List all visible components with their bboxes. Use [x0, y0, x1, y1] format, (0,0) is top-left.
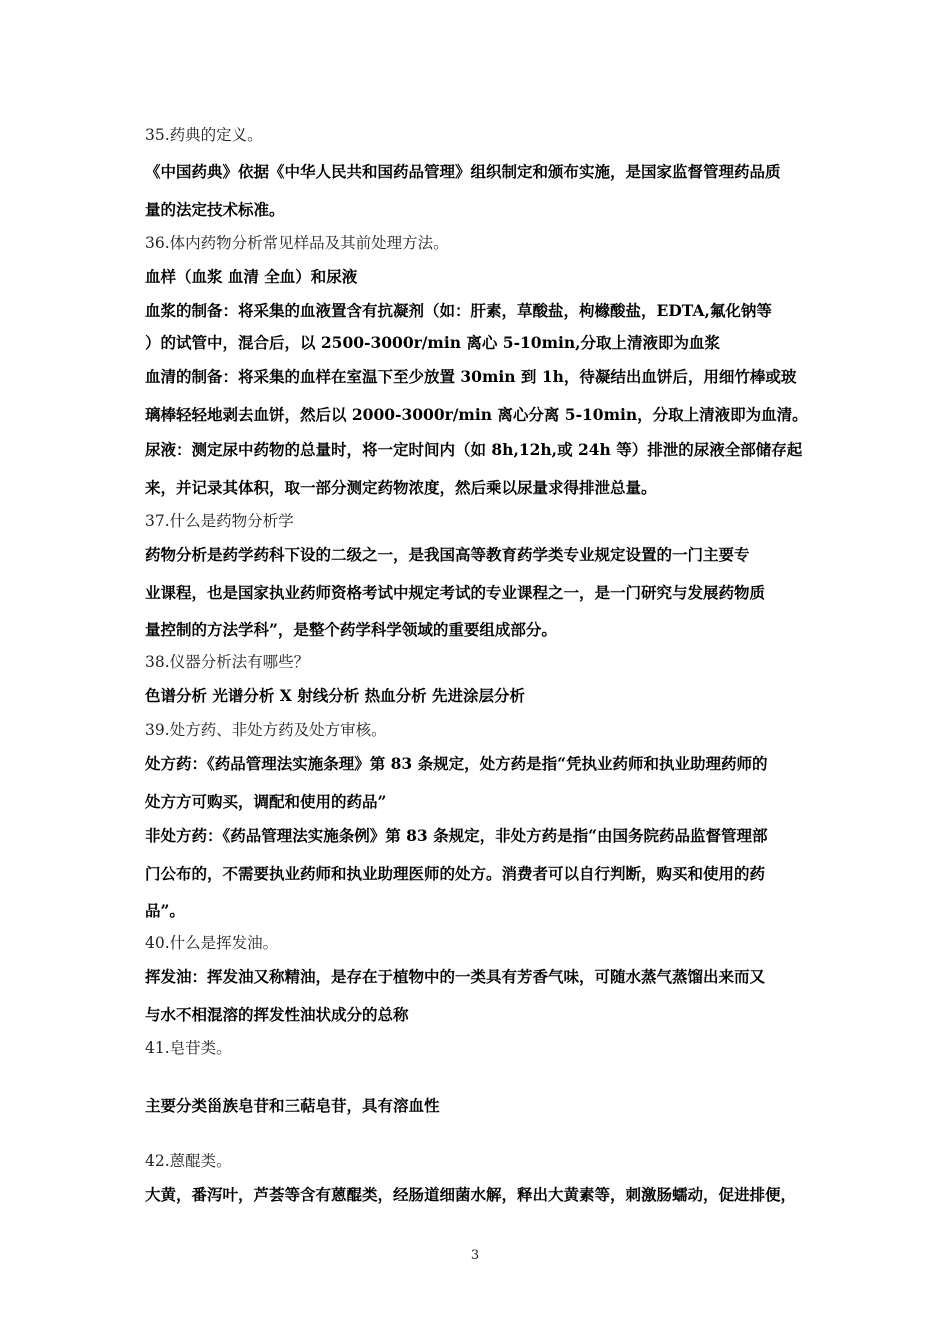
answer-line: 血清的制备：将采集的血样在室温下至少放置 30min 到 1h，待凝结出血饼后，用细竹棒或玻 [145, 367, 797, 386]
question-35: 35.药典的定义。 [145, 126, 263, 144]
answer-line: ）的试管中，混合后，以 2500-3000r/min 离心 5-10min,分取上清液即为血浆 [145, 333, 721, 352]
answer-line: 非处方药：《药品管理法实施条例》第 83 条规定，非处方药是指“由国务院药品监督管理部 [145, 826, 768, 845]
answer-line: 门公布的，不需要执业药师和执业助理医师的处方。消费者可以自行判断，购买和使用的药 [145, 864, 766, 883]
answer-line: 与水不相混溶的挥发性油状成分的总称 [145, 1005, 409, 1024]
answer-line: 璃棒轻轻地剥去血饼，然后以 2000-3000r/min 离心分离 5-10min，分取上清液即为血清。 [145, 405, 808, 424]
answer-line: 大黄，番泻叶，芦荟等含有蒽醌类，经肠道细菌水解，释出大黄素等，刺激肠蠕动，促进排便， [145, 1185, 797, 1204]
answer-line: 尿液：测定尿中药物的总量时，将一定时间内（如 8h,12h,或 24h 等）排泄的尿液全部储存起 [145, 440, 803, 459]
answer-line: 品”。 [145, 901, 185, 920]
answer-line: 来，并记录其体积，取一部分测定药物浓度，然后乘以尿量求得排泄总量。 [145, 478, 657, 497]
answer-line: 血浆的制备：将采集的血液置含有抗凝剂（如：肝素，草酸盐，枸橼酸盐，EDTA,氟化钠等 [145, 301, 772, 320]
answer-line: 业课程，也是国家执业药师资格考试中规定考试的专业课程之一，是一门研究与发展药物质 [145, 583, 766, 602]
answer-line: 主要分类甾族皂苷和三萜皂苷，具有溶血性 [145, 1096, 440, 1115]
answer-line: 挥发油：挥发油又称精油，是存在于植物中的一类具有芳香气味，可随水蒸气蒸馏出来而又 [145, 967, 766, 986]
answer-line: 处方方可购买，调配和使用的药品” [145, 792, 387, 811]
page-number: 3 [470, 1248, 480, 1263]
question-42: 42.蒽醌类。 [145, 1152, 232, 1170]
answer-line: 血样（血浆 血清 全血）和尿液 [145, 267, 358, 286]
question-41: 41.皂苷类。 [145, 1039, 232, 1057]
answer-line: 药物分析是药学药科下设的二级之一，是我国高等教育药学类专业规定设置的一门主要专 [145, 545, 750, 564]
answer-line: 《中国药典》依据《中华人民共和国药品管理》组织制定和颁布实施，是国家监督管理药品质 [145, 162, 781, 181]
answer-line: 色谱分析 光谱分析 X 射线分析 热血分析 先进涂层分析 [145, 686, 526, 705]
question-40: 40.什么是挥发油。 [145, 934, 279, 952]
answer-line: 处方药：《药品管理法实施条理》第 83 条规定，处方药是指“凭执业药师和执业助理药师的 [145, 754, 768, 773]
question-37: 37.什么是药物分析学 [145, 512, 294, 530]
question-39: 39.处方药、非处方药及处方审核。 [145, 721, 387, 739]
question-36: 36.体内药物分析常见样品及其前处理方法。 [145, 234, 449, 252]
answer-line: 量控制的方法学科”，是整个药学科学领域的重要组成部分。 [145, 620, 557, 639]
answer-line: 量的法定技术标准。 [145, 200, 285, 219]
question-38: 38.仪器分析法有哪些？ [145, 653, 310, 671]
